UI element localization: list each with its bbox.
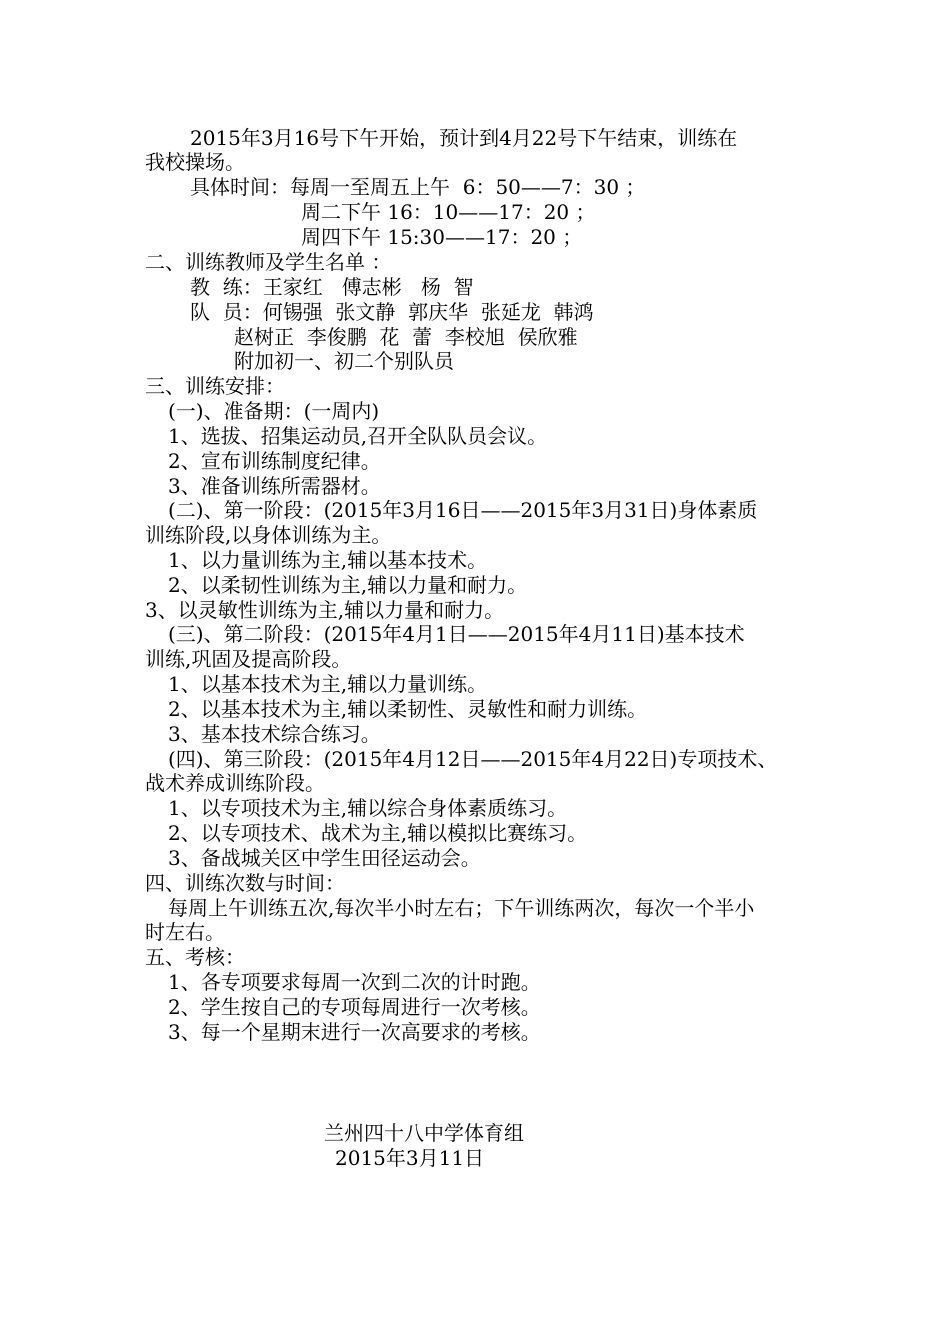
intro-line-1: 2015年3月16号下午开始，预计到4月22号下午结束，训练在 xyxy=(190,126,738,150)
signature-organization: 兰州四十八中学体育组 xyxy=(324,1121,524,1145)
section4-body-2: 时左右。 xyxy=(145,920,225,944)
schedule-line-3: 周四下午 15:30——17：20 ； xyxy=(301,225,583,249)
stage2-item-1: 1、以基本技术为主,辅以力量训练。 xyxy=(168,672,488,696)
section4-body-1: 每周上午训练五次,每次半小时左右；下午训练两次，每次一个半小 xyxy=(168,896,755,920)
coaches-line: 教 练：王家红 傅志彬 杨 智 xyxy=(190,275,474,299)
stage3-heading-1: (四)、第三阶段：(2015年4月12日——2015年4月22日)专项技术、 xyxy=(168,747,778,771)
stage1-item-2: 2、以柔韧性训练为主,辅以力量和耐力。 xyxy=(168,573,528,597)
stage2-item-3: 3、基本技术综合练习。 xyxy=(168,722,381,746)
stage3-item-1: 1、以专项技术为主,辅以综合身体素质练习。 xyxy=(168,796,568,820)
section4-heading: 四、训练次数与时间： xyxy=(145,871,345,895)
exam-item-1: 1、各专项要求每周一次到二次的计时跑。 xyxy=(168,970,541,994)
section5-heading: 五、考核： xyxy=(145,945,245,969)
prep-item-3: 3、准备训练所需器材。 xyxy=(168,474,381,498)
stage2-heading-1: (三)、第二阶段：(2015年4月1日——2015年4月11日)基本技术 xyxy=(168,622,745,646)
section3-heading: 三、训练安排： xyxy=(145,374,285,398)
members-line-1: 队 员：何锡强 张文静 郭庆华 张延龙 韩鸿 xyxy=(190,300,594,324)
exam-item-2: 2、学生按自己的专项每周进行一次考核。 xyxy=(168,995,541,1019)
stage3-heading-2: 战术养成训练阶段。 xyxy=(145,771,325,795)
signature-date: 2015年3月11日 xyxy=(335,1146,485,1170)
schedule-line-1: 具体时间：每周一至周五上午 6：50——7：30 ； xyxy=(190,175,646,199)
stage2-heading-2: 训练,巩固及提高阶段。 xyxy=(145,647,352,671)
stage1-heading-1: (二)、第一阶段：(2015年3月16日——2015年3月31日)身体素质 xyxy=(168,498,758,522)
intro-line-2: 我校操场。 xyxy=(145,150,245,174)
stage1-item-1: 1、以力量训练为主,辅以基本技术。 xyxy=(168,548,488,572)
stage2-item-2: 2、以基本技术为主,辅以柔韧性、灵敏性和耐力训练。 xyxy=(168,697,648,721)
members-line-2: 赵树正 李俊鹏 花 蕾 李校旭 侯欣雅 xyxy=(234,325,578,349)
schedule-line-2: 周二下午 16：10——17：20 ； xyxy=(301,200,596,224)
stage1-item-3: 3、以灵敏性训练为主,辅以力量和耐力。 xyxy=(145,598,505,622)
prep-item-2: 2、宣布训练制度纪律。 xyxy=(168,449,381,473)
prep-item-1: 1、选拔、招集运动员,召开全队队员会议。 xyxy=(168,424,548,448)
stage3-item-2: 2、以专项技术、战术为主,辅以模拟比赛练习。 xyxy=(168,821,588,845)
stage3-item-3: 3、备战城关区中学生田径运动会。 xyxy=(168,846,481,870)
prep-heading: (一)、准备期：(一周内) xyxy=(168,399,380,423)
section2-heading: 二、训练教师及学生名单 ： xyxy=(145,250,392,274)
exam-item-3: 3、每一个星期末进行一次高要求的考核。 xyxy=(168,1020,541,1044)
members-line-3: 附加初一、初二个别队员 xyxy=(234,349,454,373)
stage1-heading-2: 训练阶段,以身体训练为主。 xyxy=(145,523,392,547)
